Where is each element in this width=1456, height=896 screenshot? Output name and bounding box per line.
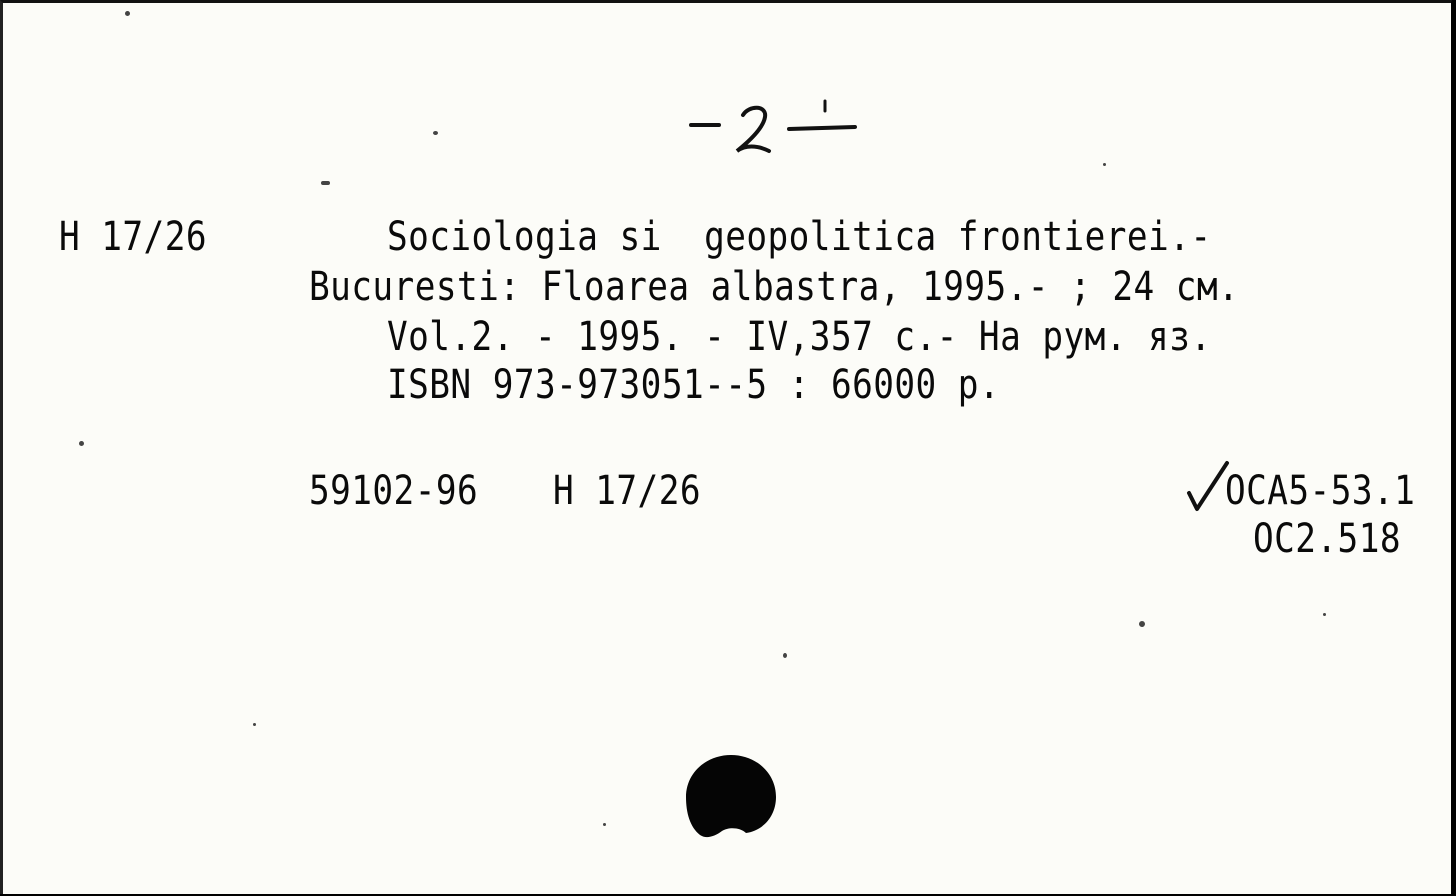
handwritten-page-number [685, 95, 865, 165]
speck [1139, 621, 1145, 627]
speck [125, 11, 130, 16]
classification-code-1: OCA5-53.1 [1225, 468, 1416, 514]
call-number: H 17/26 [59, 214, 207, 260]
punch-hole-icon [684, 753, 778, 839]
title-line: Sociologia si geopolitica frontierei.- [387, 214, 1212, 260]
speck [321, 181, 330, 185]
shelf-mark: H 17/26 [553, 468, 701, 514]
volume-line: Vol.2. - 1995. - IV,357 с.- На рум. яз. [387, 314, 1212, 360]
speck [603, 823, 606, 826]
accession-number: 59102-96 [309, 468, 479, 514]
isbn-line: ISBN 973-973051--5 : 66000 р. [387, 362, 1001, 408]
speck [79, 441, 84, 446]
classification-code-2: OC2.518 [1253, 516, 1401, 562]
speck [433, 131, 438, 135]
speck [253, 723, 256, 726]
speck [1103, 163, 1106, 166]
speck [783, 653, 787, 658]
imprint-line: Bucuresti: Floarea albastra, 1995.- ; 24 см. [309, 264, 1240, 310]
checkmark-icon [1183, 459, 1231, 515]
svg-text:-2-: -2- [685, 95, 687, 96]
speck [1323, 613, 1326, 616]
